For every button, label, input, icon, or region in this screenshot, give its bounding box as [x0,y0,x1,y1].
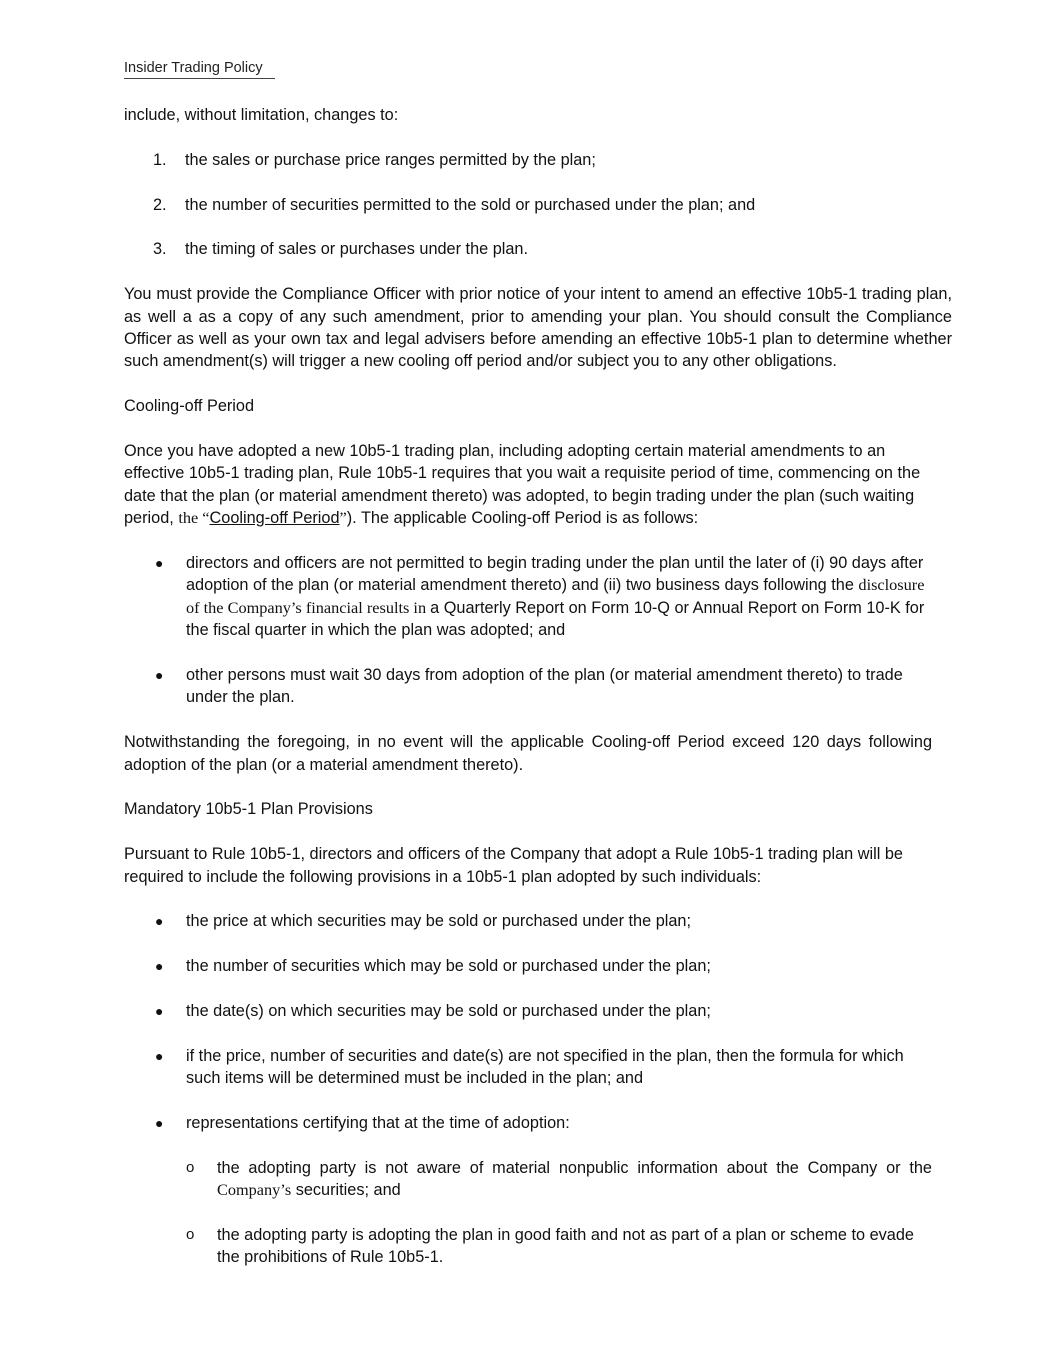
list-item [124,1224,932,1269]
item-text: the timing of sales or purchases under the plan. [185,240,529,259]
list-item [124,955,932,977]
bullet-icon: ● [155,667,164,684]
bullet-icon: ● [155,1003,164,1020]
defined-term: Cooling-off Period [209,509,340,528]
cooling-off-bullets [124,552,952,709]
item-text-serif: Company’s [217,1180,292,1200]
bullet-icon: ● [155,555,164,572]
list-item [124,149,952,171]
mandatory-heading: Mandatory 10b5-1 Plan Provisions [124,800,373,819]
item-text: directors and officers are not permitted to begin trading under the plan until the later of (i) 90 days after adoption of the plan (or material amendment thereto) and (ii) two business days following the [186,554,924,595]
notice-paragraph: You must provide the Compliance Officer with prior notice of your intent to amend an effective 10b5-1 trading plan, as well a as a copy of any such amendment, prior to amending your plan. You should consult the Compliance Officer as well as your own tax and legal advisers before amending an effective 10b5-1 plan to determine whether such amendment(s) will trigger a new cooling off period and/or subject you to any other obligations. [124,285,952,371]
item-text: representations certifying that at the time of adoption: [186,1114,570,1133]
quote-open: the “ [178,508,210,528]
item-text: the date(s) on which securities may be sold or purchased under the plan; [186,1002,711,1021]
changes-list [124,149,952,261]
paragraph-text: ). The applicable Cooling-off Period is as follows: [346,509,699,528]
mandatory-bullets [124,910,952,1134]
list-item [124,1000,932,1022]
list-item [124,1045,932,1090]
item-text: if the price, number of securities and date(s) are not specified in the plan, then the formula for which such items will be determined must be included in the plan; and [186,1046,904,1088]
running-header: Insider Trading Policy [124,60,275,79]
item-number: 3. [153,240,167,259]
item-text: the adopting party is adopting the plan in good faith and not as part of a plan or scheme to evade the prohibitions of Rule 10b5-1. [217,1226,914,1267]
bullet-icon: ● [155,1047,164,1064]
item-number: 2. [153,195,167,214]
item-text: other persons must wait 30 days from adoption of the plan (or material amendment thereto) to trade under the plan. [186,666,903,707]
item-text: the adopting party is not aware of material nonpublic information about the Company or the [217,1158,932,1177]
item-number: 1. [153,150,167,169]
item-text: the price at which securities may be sold or purchased under the plan; [186,912,691,931]
list-item [124,910,932,932]
document-body [124,104,952,1291]
item-text: securities; and [291,1181,401,1200]
item-text-serif: disclosure of the Company’s financial results in [186,575,925,617]
list-item [124,238,952,260]
notwithstanding-paragraph: Notwithstanding the foregoing, in no event will the applicable Cooling-off Period exceed 120 days following adoption of the plan (or a material amendment thereto). [124,733,932,774]
item-text: the number of securities permitted to the sold or purchased under the plan; and [185,195,756,214]
list-item [124,1112,932,1134]
circle-bullet-icon: o [186,1226,195,1244]
item-text: a Quarterly Report on Form 10-Q or Annual Report on Form 10-K for the fiscal quarter in which the plan was adopted; and [186,598,925,640]
item-text: the sales or purchase price ranges permitted by the plan; [185,150,596,169]
list-item [124,194,952,216]
mandatory-intro: Pursuant to Rule 10b5-1, directors and officers of the Company that adopt a Rule 10b5-1 trading plan will be required to include the following provisions in a 10b5-1 plan adopted by such individuals: [124,845,903,886]
circle-bullet-icon: o [186,1158,195,1176]
representation-sub-bullets [124,1157,952,1269]
item-text: the number of securities which may be sold or purchased under the plan; [186,957,711,976]
list-item [124,1157,932,1202]
bullet-icon: ● [155,958,164,975]
paragraph-text: Once you have adopted a new 10b5-1 trading plan, including adopting certain material amendments to an effective 10b5-1 trading plan, Rule 10b5-1 requires that you wait a requisite period of time, commencing on the date that the plan (or material amendment thereto) was adopted, to begin trading under the plan (such waiting period, [124,442,921,528]
bullet-icon: ● [155,1115,164,1132]
quote-close: ” [339,508,347,528]
list-item [124,664,932,709]
cooling-off-paragraph [124,440,932,530]
bullet-icon: ● [155,913,164,930]
list-item [124,552,932,642]
intro-line: include, without limitation, changes to: [124,106,399,124]
cooling-off-heading: Cooling-off Period [124,397,255,416]
